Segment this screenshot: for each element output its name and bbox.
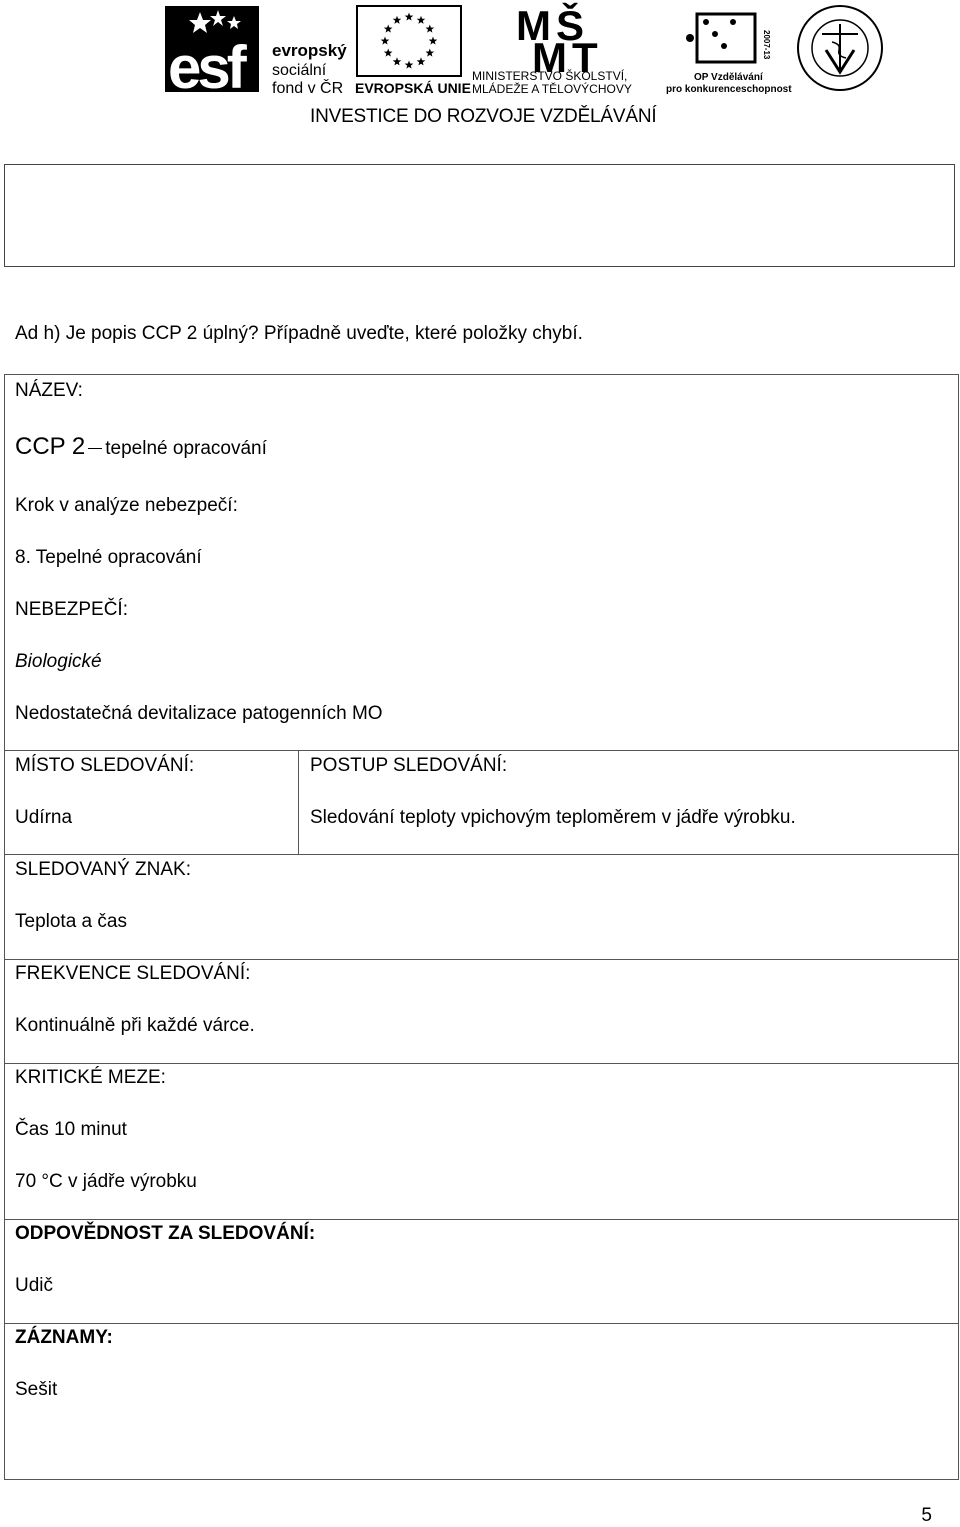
question-text: Ad h) Je popis CCP 2 úplný? Případně uveďte, které položky chybí. bbox=[15, 323, 583, 344]
msmt-line-2: MLÁDEŽE A TĚLOVÝCHOVY bbox=[472, 82, 632, 96]
svg-text:M: M bbox=[516, 2, 551, 49]
name-label: NÁZEV: bbox=[15, 380, 83, 401]
divider bbox=[5, 854, 958, 855]
eu-flag-logo bbox=[355, 6, 471, 96]
step-label: Krok v analýze nebezpečí: bbox=[15, 495, 238, 516]
divider bbox=[5, 750, 958, 751]
svg-text:M: M bbox=[532, 34, 567, 81]
divider bbox=[5, 1323, 958, 1324]
limits-label: KRITICKÉ MEZE: bbox=[15, 1067, 166, 1088]
place-label: MÍSTO SLEDOVÁNÍ: bbox=[15, 755, 195, 776]
svg-text:Š: Š bbox=[556, 2, 585, 49]
procedure-label: POSTUP SLEDOVÁNÍ: bbox=[310, 755, 508, 776]
ccp-form bbox=[4, 374, 959, 1480]
ccp-code: CCP 2 bbox=[15, 433, 86, 460]
op-years: 2007-13 bbox=[762, 30, 771, 60]
op-vzdelavani-logo bbox=[666, 14, 792, 95]
eu-label: EVROPSKÁ UNIE bbox=[355, 80, 471, 96]
msmt-line-1: MINISTERSTVO ŠKOLSTVÍ, bbox=[472, 69, 628, 83]
ccp-title bbox=[15, 433, 267, 461]
page-number: 5 bbox=[921, 1505, 932, 1526]
records-label: ZÁZNAMY: bbox=[15, 1327, 113, 1348]
hazard-type: Biologické bbox=[15, 651, 102, 672]
empty-answer-box[interactable] bbox=[4, 164, 955, 267]
limit-temperature: 70 °C v jádře výrobku bbox=[15, 1171, 197, 1192]
hazard-label: NEBEZPEČÍ: bbox=[15, 599, 128, 620]
header-logos bbox=[0, 0, 960, 130]
step-value: 8. Tepelné opracování bbox=[15, 547, 202, 568]
tagline: INVESTICE DO ROZVOJE VZDĚLÁVÁNÍ bbox=[310, 106, 657, 127]
records-value: Sešit bbox=[15, 1379, 58, 1400]
op-line-2: pro konkurenceschopnost bbox=[666, 84, 792, 95]
sign-label: SLEDOVANÝ ZNAK: bbox=[15, 859, 191, 880]
hazard-description: Nedostatečná devitalizace patogenních MO bbox=[15, 703, 383, 724]
msmt-logo bbox=[472, 1, 632, 96]
dash-separator bbox=[88, 448, 102, 449]
divider bbox=[5, 1063, 958, 1064]
responsibility-value: Udič bbox=[15, 1275, 54, 1296]
frequency-label: FREKVENCE SLEDOVÁNÍ: bbox=[15, 963, 251, 984]
divider bbox=[5, 1219, 958, 1220]
limit-time: Čas 10 minut bbox=[15, 1119, 127, 1140]
esf-line-3: fond v ČR bbox=[272, 80, 344, 97]
op-line-1: OP Vzdělávání bbox=[694, 72, 763, 83]
procedure-value: Sledování teploty vpichovým teploměrem v jádře výrobku. bbox=[310, 807, 796, 828]
svg-text:esf: esf bbox=[168, 34, 243, 101]
ccp-description: tepelné opracování bbox=[105, 438, 267, 459]
column-divider bbox=[298, 750, 299, 854]
frequency-value: Kontinuálně při každé várce. bbox=[15, 1015, 255, 1036]
esf-logo bbox=[165, 6, 347, 101]
responsibility-label: ODPOVĚDNOST ZA SLEDOVÁNÍ: bbox=[15, 1223, 316, 1244]
sign-value: Teplota a čas bbox=[15, 911, 127, 932]
university-seal-logo bbox=[798, 6, 882, 90]
esf-line-2: sociální bbox=[272, 62, 327, 79]
place-value: Udírna bbox=[15, 807, 73, 828]
svg-text:T: T bbox=[572, 34, 598, 81]
divider bbox=[5, 959, 958, 960]
esf-line-1: evropský bbox=[272, 41, 347, 60]
